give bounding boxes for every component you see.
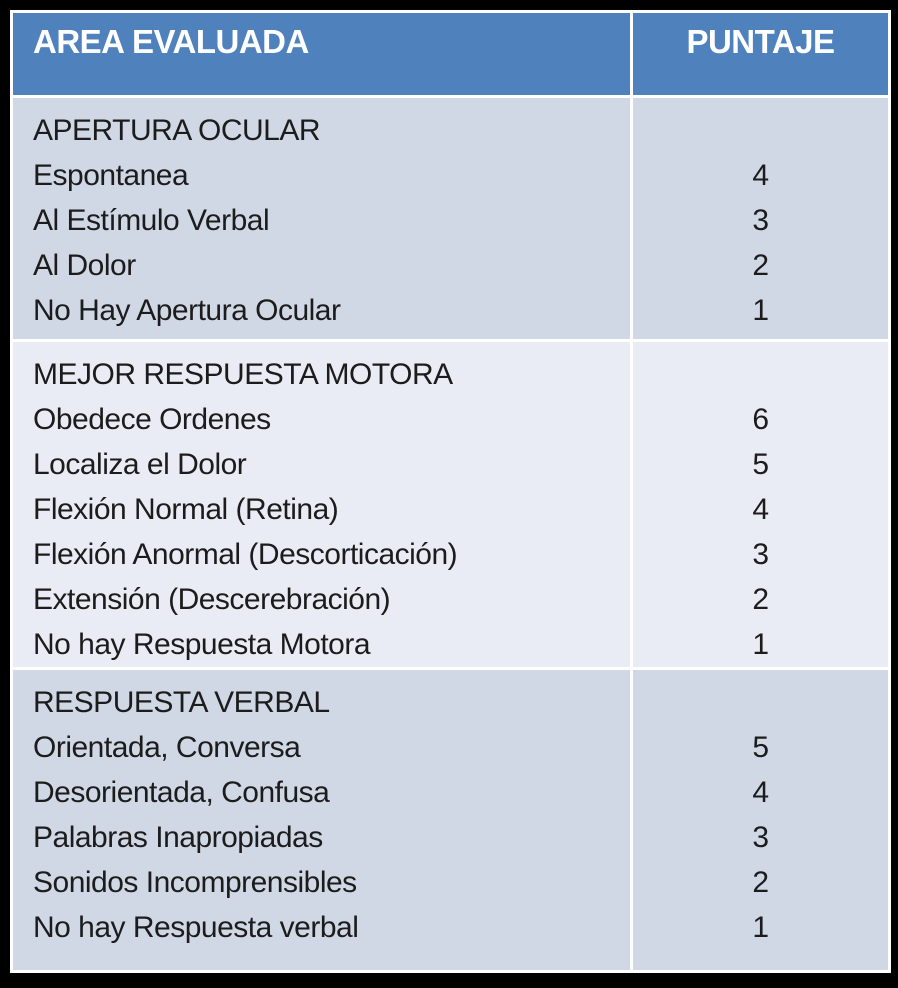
gcs-table (10, 10, 891, 973)
section-2-area-cell (13, 670, 630, 970)
section-2-row-0-label: Orientada, Conversa (33, 731, 301, 764)
header-cell-area-evaluada: AREA EVALUADA (13, 13, 630, 95)
section-2-row-0-score: 5 (752, 731, 769, 764)
section-2-row-2-label: Palabras Inapropiadas (33, 821, 323, 854)
section-0-row-1-score: 3 (752, 204, 769, 237)
section-1-row-1-score: 5 (752, 448, 769, 481)
section-0-row-0-label: Espontanea (33, 159, 189, 192)
section-2-row-1-score: 4 (752, 776, 769, 809)
section-1-row-5-label: No hay Respuesta Motora (33, 628, 371, 661)
section-2-row-4-label: No hay Respuesta verbal (33, 911, 359, 944)
section-1-row-3-score: 3 (752, 538, 769, 571)
section-1-row-4-score: 2 (752, 583, 769, 616)
section-0-row-2-score: 2 (752, 249, 769, 282)
section-0-score-cell (633, 98, 888, 339)
section-1-area-cell (13, 342, 630, 667)
section-2-row-2-score: 3 (752, 821, 769, 854)
section-2-row-4-score: 1 (752, 911, 769, 944)
section-0-row-2-label: Al Dolor (33, 249, 136, 282)
section-2-heading: RESPUESTA VERBAL (33, 686, 330, 719)
section-0-heading: APERTURA OCULAR (33, 114, 321, 147)
section-0-row-3-label: No Hay Apertura Ocular (33, 294, 341, 327)
section-1-row-4-label: Extensión (Descerebración) (33, 583, 391, 616)
section-1-row-1-label: Localiza el Dolor (33, 448, 247, 481)
section-0-area-cell (13, 98, 630, 339)
section-1-row-3-label: Flexión Anormal (Descorticación) (33, 538, 458, 571)
section-0-row-1-label: Al Estímulo Verbal (33, 204, 270, 237)
section-0-row-0-score: 4 (752, 159, 769, 192)
section-2-row-1-label: Desorientada, Confusa (33, 776, 330, 809)
section-1-row-2-label: Flexión Normal (Retina) (33, 493, 339, 526)
header-cell-puntaje: PUNTAJE (633, 13, 888, 95)
section-1-row-0-score: 6 (752, 403, 769, 436)
section-1-heading: MEJOR RESPUESTA MOTORA (33, 358, 453, 391)
section-1-score-cell (633, 342, 888, 667)
section-2-row-3-score: 2 (752, 866, 769, 899)
section-1-row-2-score: 4 (752, 493, 769, 526)
section-0-row-3-score: 1 (752, 294, 769, 327)
section-1-row-5-score: 1 (752, 628, 769, 661)
section-1-row-0-label: Obedece Ordenes (33, 403, 271, 436)
section-2-row-3-label: Sonidos Incomprensibles (33, 866, 357, 899)
section-2-score-cell (633, 670, 888, 970)
